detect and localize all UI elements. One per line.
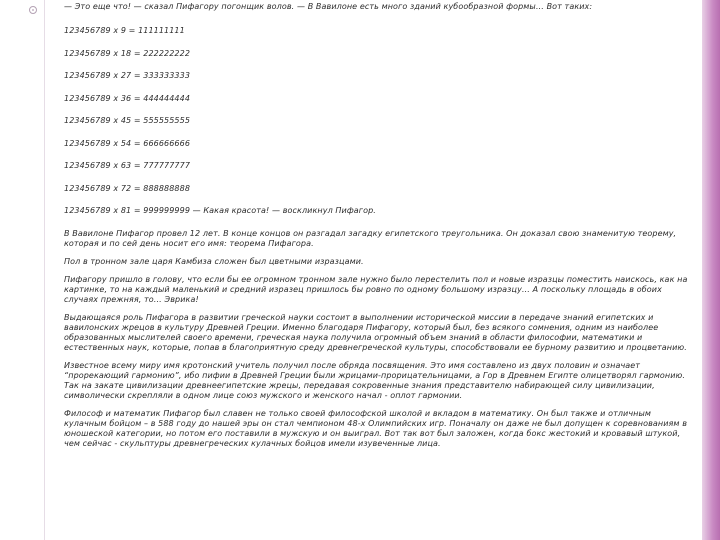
equation-line: 123456789 х 9 = 111111111 — [64, 26, 185, 35]
slide-text-body — [64, 2, 692, 457]
slide-right-border — [702, 0, 720, 540]
equation-line: 123456789 х 27 = 333333333 — [64, 71, 191, 80]
intro-text: — Это еще что! — сказал Пифагору погонщик волов. — В Вавилоне есть много зданий кубообразной формы… Вот таких: — [64, 2, 593, 11]
paragraph: Философ и математик Пифагор был славен не только своей философской школой и вкладом в математику. Он был также и отличным кулачным бойцом – в 588 году до нашей эры он стал чемпионом 48-х Олимпийских игр. Поначалу он даже не был допущен к соревнованиям в юношеской категории, но потом его поставили в мужскую и он выиграл. Вот так вот был заложен, когда бокс жестокий и кровавый штукой, чем сейчас - скульптуры древнегреческих кулачных бойцов имели изувеченные лица. — [64, 408, 688, 448]
equation-line: 123456789 х 81 = 999999999 — Какая красота! — воскликнул Пифагор. — [64, 206, 376, 215]
equation-line: 123456789 х 18 = 222222222 — [64, 48, 191, 58]
equation-line: 123456789 х 54 = 666666666 — [64, 138, 191, 148]
paragraph: Пол в тронном зале царя Камбиза сложен был цветными изразцами. — [64, 256, 364, 266]
left-divider — [44, 0, 45, 540]
paragraph: В Вавилоне Пифагор провел 12 лет. В конце концов он разгадал загадку египетского треугольника. Он доказал свою знаменитую теорему, которая и по сей день носит его имя: теорема Пифагора. — [64, 228, 677, 248]
paragraph: Выдающаяся роль Пифагора в развитии греческой науки состоит в выполнении исторической миссии в передаче знаний египетских и вавилонских жрецов в культуру Древней Греции. Именно благодаря Пифагору, который был, без всякого сомнения, одним из наиболее образованных мыслителей своего времени, греческая наука получила огромный объем знаний в области философии, математики и естественных наук, которые, попав в благоприятную среду древнегреческой культуры, способствовали ее бурному развитию и процветанию. — [64, 312, 687, 352]
paragraph: Пифагору пришло в голову, что если бы ее огромном тронном зале нужно было перестелить пол и новые изразцы поместить наискось, как на картинке, то на каждый маленький и средний изразец пришлось бы ровно по одному большому изразцу… А поскольку площадь в обоих случаях прежняя, то… Эврика! — [64, 274, 688, 304]
equation-line: 123456789 х 45 = 555555555 — [64, 116, 191, 125]
equation-line: 123456789 х 72 = 888888888 — [64, 183, 191, 193]
equation-line: 123456789 х 63 = 777777777 — [64, 161, 191, 170]
equation-line: 123456789 х 36 = 444444444 — [64, 93, 191, 103]
bullet-icon — [29, 6, 37, 14]
paragraph: Известное всему миру имя кротонский учитель получил после обряда посвящения. Это имя составлено из двух половин и означает “прорекающий гармонию”, ибо пифии в Древней Греции были жрицами-прорицательницами, а Гор в Древнем Египте олицетворял гармонию. Так на закате цивилизации древнеегипетские жрецы, передавая сокровенные знания представителю набирающей силу цивилизации, символически скрепляли в одном лице союз мужского и женского начал - оплот гармонии. — [64, 360, 686, 400]
